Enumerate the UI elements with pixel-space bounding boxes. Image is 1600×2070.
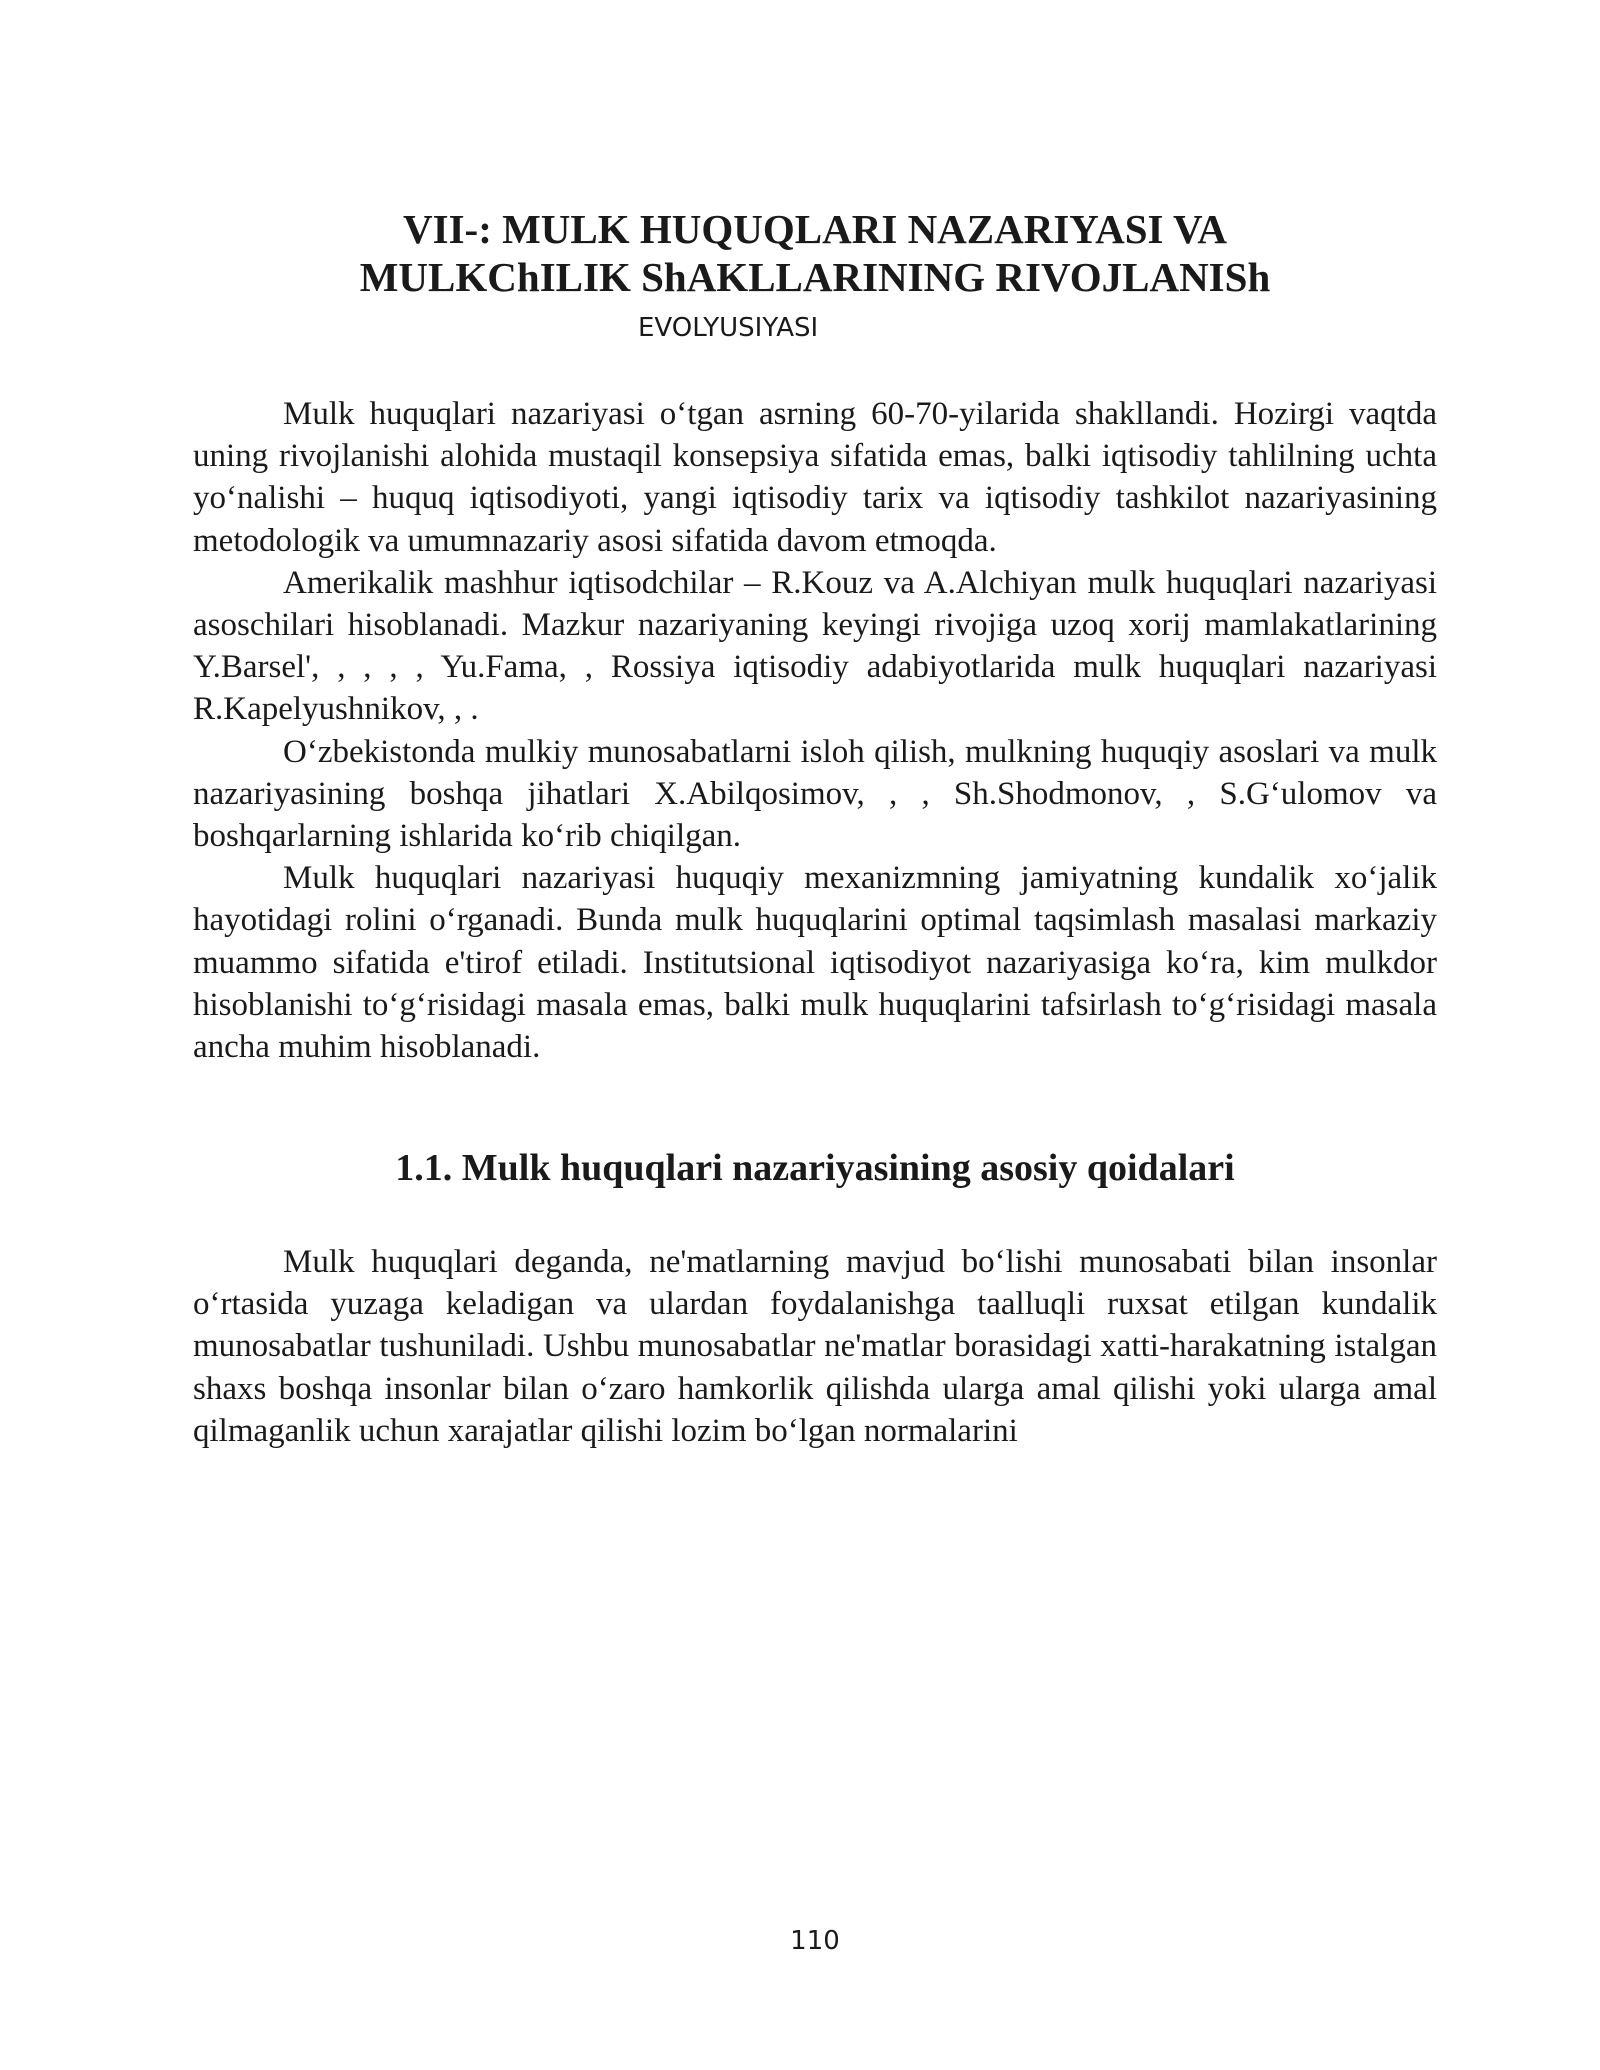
chapter-title-line-1: VII-: MULK HUQUQLARI NAZARIYASI VA: [403, 206, 1227, 252]
chapter-title-line-2: MULKChILIK ShAKLLARINING RIVOJLANISh: [359, 254, 1271, 300]
paragraph: Mulk huquqlari nazariyasi o‘tgan asrning 60-70-yilarida shakllandi. Hozirgi vaqtda uning rivojlanishi alohida mustaqil konsepsiya sifatida emas, balki iqtisodiy tahlilning uchta yo‘nalishi – huquq iqtisodiyoti, yangi iqtisodiy tarix va iqtisodiy tashkilot nazariyasining metodologik va umumnazariy asosi sifatida davom etmoqda.: [193, 396, 1437, 559]
section-heading: 1.1. Mulk huquqlari nazariyasining asosiy qoidalari: [395, 1147, 1235, 1189]
intro-text: [193, 393, 1437, 1068]
page-number: 110: [790, 1926, 840, 1956]
section-text: [193, 1241, 1437, 1452]
paragraph: O‘zbekistonda mulkiy munosabatlarni isloh qilish, mulkning huquqiy asoslari va mulk nazariyasining boshqa jihatlari X.Abilqosimov, , , Sh.Shodmonov, , S.G‘ulomov va boshqarlarning ishlarida ko‘rib chiqilgan.: [193, 733, 1437, 855]
paragraph: Mulk huquqlari deganda, ne'matlarning mavjud bo‘lishi munosabati bilan insonlar o‘rtasida yuzaga keladigan va ulardan foydalanishga taalluqli ruxsat etilgan kundalik munosabatlar tushuniladi. Ushbu munosabatlar ne'matlar borasidagi xatti-harakatning istalgan shaxs boshqa insonlar bilan o‘zaro hamkorlik qilishda ularga amal qilishi yoki ularga amal qilmaganlik uchun xarajatlar qilishi lozim bo‘lgan normalarini: [193, 1244, 1437, 1449]
chapter-title: [193, 205, 1437, 301]
paragraph: Amerikalik mashhur iqtisodchilar – R.Kouz va A.Alchiyan mulk huquqlari nazariyasi asoschilari hisoblanadi. Mazkur nazariyaning keyingi rivojiga uzoq xorij mamlakatlarining Y.Barsel', , , , , Yu.Fama, , Rossiya iqtisodiy adabiyotlarida mulk huquqlari nazariyasi R.Kapelyushnikov, , .: [193, 564, 1437, 728]
paragraph: Mulk huquqlari nazariyasi huquqiy mexanizmning jamiyatning kundalik xo‘jalik hayotidagi rolini o‘rganadi. Bunda mulk huquqlarini optimal taqsimlash masalasi markaziy muammo sifatida e'tirof etiladi. Institutsional iqtisodiyot nazariyasiga ko‘ra, kim mulkdor hisoblanishi to‘g‘risidagi masala emas, balki mulk huquqlarini tafsirlash to‘g‘risidagi masala ancha muhim hisoblanadi.: [193, 860, 1437, 1066]
chapter-subtitle: EVOLYUSIYASI: [638, 313, 819, 343]
